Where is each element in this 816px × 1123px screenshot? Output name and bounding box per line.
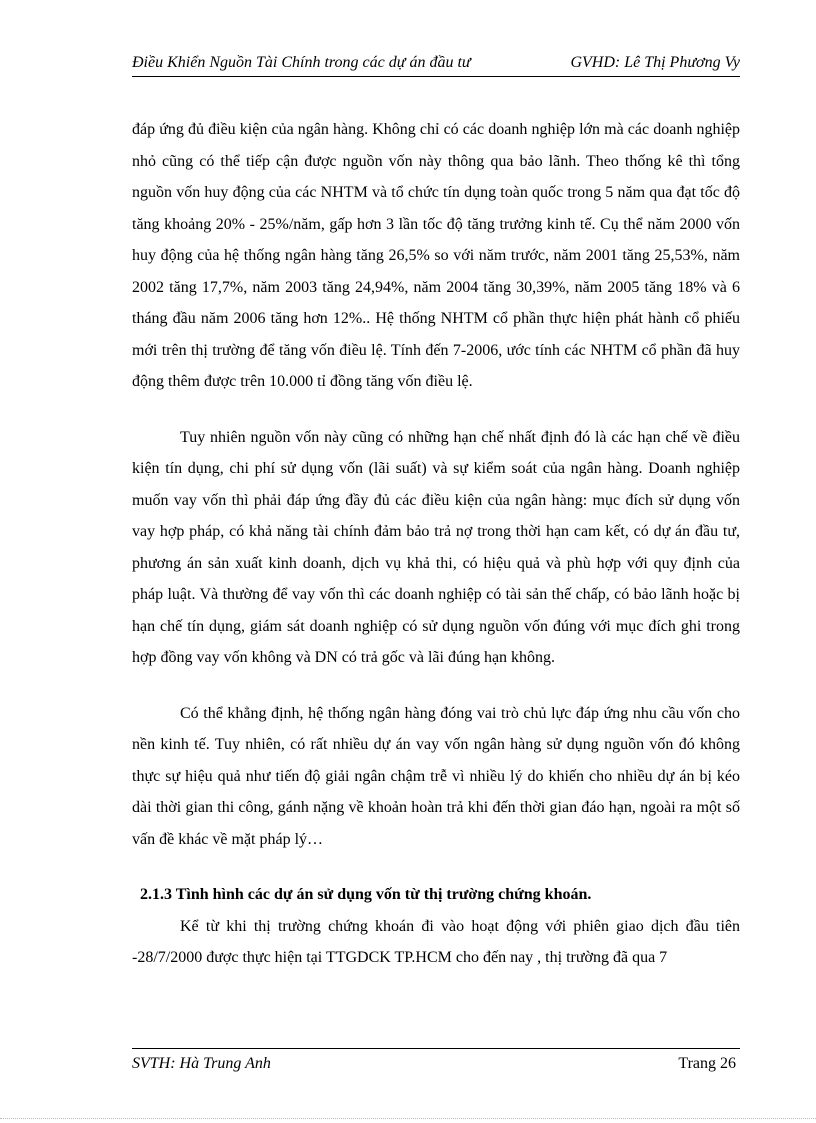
section-heading: 2.1.3 Tình hình các dự án sử dụng vốn từ thị trường chứng khoán. — [140, 886, 592, 903]
body-paragraph: Có thể khẳng định, hệ thống ngân hàng đóng vai trò chủ lực đáp ứng nhu cầu vốn cho nền kinh tế. Tuy nhiên, có rất nhiều dự án vay vốn ngân hàng sử dụng nguồn vốn đó không thực sự hiệu quả như tiến độ giải ngân chậm trễ vì nhiều lý do khiến cho nhiều dự án bị kéo dài thời gian thi công, gánh nặng về khoản hoàn trả khi đến thời gian đáo hạn, ngoài ra một số vấn đề khác về mặt pháp lý… — [132, 704, 740, 848]
body-paragraph: Kể từ khi thị trường chứng khoán đi vào hoạt động với phiên giao dịch đầu tiên -28/7/2000 được thực hiện tại TTGDCK TP.HCM cho đến nay , thị trường đã qua 7 — [132, 917, 740, 966]
page-number: Trang 26 — [678, 1055, 736, 1072]
page-boundary — [0, 1118, 816, 1119]
body-paragraph: Tuy nhiên nguồn vốn này cũng có những hạn chế nhất định đó là các hạn chế về điều kiện tín dụng, chi phí sử dụng vốn (lãi suất) và sự kiểm soát của ngân hàng. Doanh nghiệp muốn vay vốn thì phải đáp ứng đầy đủ các điều kiện của ngân hàng: mục đích sử dụng vốn vay hợp pháp, có khả năng tài chính đảm bảo trả nợ trong thời hạn cam kết, có dự án đầu tư, phương án sản xuất kinh doanh, dịch vụ khả thi, có hiệu quả và phù hợp với quy định của pháp luật. Và thường để vay vốn thì các doanh nghiệp có tài sản thế chấp, có bảo lãnh hoặc bị hạn chế tín dụng, giám sát doanh nghiệp có sử dụng nguồn vốn đúng với mục đích ghi trong hợp đồng vay vốn không và DN có trả gốc và lãi đúng hạn không. — [132, 428, 740, 666]
body-paragraph: đáp ứng đủ điều kiện của ngân hàng. Không chỉ có các doanh nghiệp lớn mà các doanh nghiệp nhỏ cũng có thể tiếp cận được nguồn vốn này thông qua bảo lãnh. Theo thống kê thì tổng nguồn vốn huy động của các NHTM và tổ chức tín dụng toàn quốc trong 5 năm qua đạt tốc độ tăng khoảng 20% - 25%/năm, gấp hơn 3 lần tốc độ tăng trưởng kinh tế. Cụ thể năm 2000 vốn huy động của hệ thống ngân hàng tăng 26,5% so với năm trước, năm 2001 tăng 25,53%, năm 2002 tăng 17,7%, năm 2003 tăng 24,94%, năm 2004 tăng 30,39%, năm 2005 tăng 18% và 6 tháng đầu năm 2006 tăng hơn 12%.. Hệ thống NHTM cổ phần thực hiện phát hành cổ phiếu mới trên thị trường để tăng vốn điều lệ. Tính đến 7-2006, ước tính các NHTM cổ phần đã huy động thêm được trên 10.000 tỉ đồng tăng vốn điều lệ. — [132, 121, 740, 390]
footer-student: SVTH: Hà Trung Anh — [132, 1055, 271, 1072]
header-document-title: Điều Khiển Nguồn Tài Chính trong các dự án đầu tư — [132, 54, 471, 71]
page-footer — [132, 1048, 740, 1075]
header-supervisor: GVHD: Lê Thị Phương Vy — [570, 54, 740, 71]
page-header — [132, 52, 740, 77]
page-body — [132, 114, 740, 974]
